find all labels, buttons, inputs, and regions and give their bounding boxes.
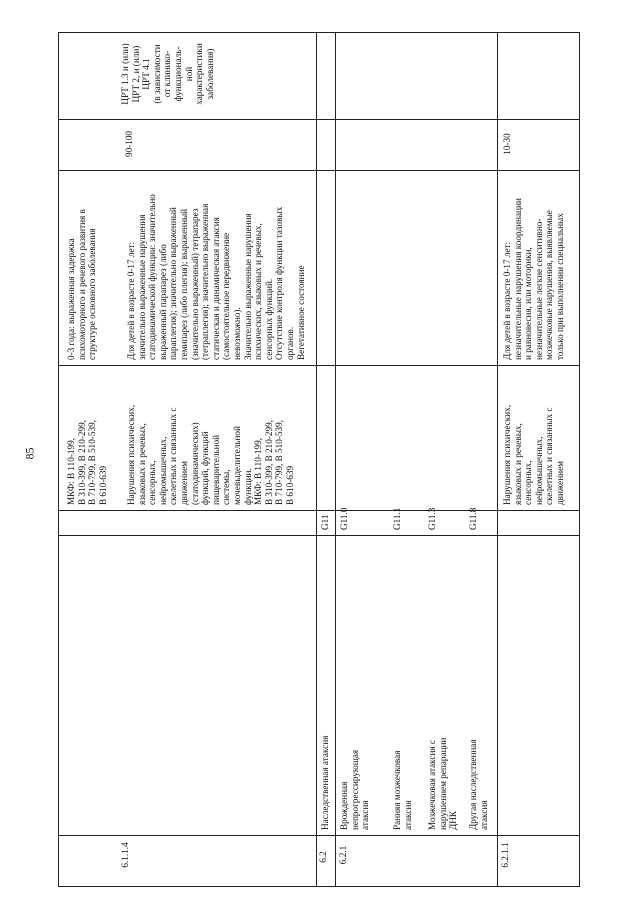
row-divider-1 (316, 32, 317, 887)
percent-range: 10-30 (502, 133, 512, 155)
icd-code: G11.8 (468, 507, 478, 530)
row-code: 6.2.1 (338, 845, 348, 865)
group-description: Нарушения психических, языковых и речевых, сенсорных, нейромышечных, скелетных и связанных с движением (статодинамических) функций, функций пищеварительной системы, мочевыделительной функции. МКФ: B 110-199, B 310-399, B 210-299, B 710-799, B 510-539, B 610-639 (126, 405, 295, 505)
group-description: Нарушения психических, языковых и речевых, сенсорных, нейромышечных, скелетных и связанных с движением (502, 405, 565, 505)
row-code: 6.1.1.4 (120, 842, 130, 868)
column-divider-icd (58, 535, 580, 536)
icd-code: G11.0 (339, 507, 349, 530)
percent-range: 90-100 (124, 130, 134, 158)
disease-name: Ранняя мозжечковая атаксия (392, 750, 413, 830)
row-divider-2 (335, 32, 336, 887)
note-text: ЦРТ 1.3 и (или) ЦРТ 2, и (или) ЦРТ 4.1 (в зависимости от клинико- функциональ- ной характеристики заболевания) (120, 43, 215, 105)
column-divider-note (58, 119, 580, 120)
criteria-description: Для детей в возрасте 0-17 лет: незначительные нарушения координации и равновесия, или моторики, незначительные легкие сенситивно- мозжечковые нарушения, выявляемые только при выполнении специальных (502, 198, 565, 360)
page-number: 85 (22, 447, 37, 460)
icd-code: G11.3 (427, 507, 437, 530)
icd-code: G11 (320, 514, 330, 530)
disease-name: Мозжечковая атаксия с нарушением репарации ДНК (427, 737, 459, 830)
column-divider-group (58, 510, 580, 511)
group-code-text: МКФ: B 110-199, B 310-399, B 210-299, B 710-799, B 510-539, B 610-639 (66, 420, 108, 505)
row-divider-3 (497, 32, 498, 887)
disease-name: Врожденная непрогрессирующая атаксия (339, 749, 371, 830)
row-divider-spacer (315, 32, 316, 887)
criteria-description: Для детей в возрасте 0-17 лет: значительно выраженные нарушения статодинамической функции: значительно выраженный парапарез (либо параплегия); значительно выраженный гемипарез (либо плегия); выраженный (значительно выраженный) тетрапарез (тетраплегия); значительно выраженная статическая и динамическая атаксия (самостоятельное передвижение невозможно). Значительно выраженные нарушения психических, языковых и речевых, сенсорных функций. Отсутствие контроля функции тазовых органов. Вегетативное состояние (126, 194, 306, 360)
disease-name: Наследственная атаксия (320, 735, 330, 830)
row-code: 6.2.1.1 (500, 842, 510, 868)
icd-code: G11.1 (392, 507, 402, 530)
criteria-top: 0-3 года: выраженная задержка психомоторного и речевого развития в структуре основного заболевания (66, 209, 98, 360)
row-code: 6.2 (318, 851, 328, 863)
disease-name: Другая наследственная атаксия (468, 739, 489, 830)
column-divider-name (58, 835, 580, 836)
